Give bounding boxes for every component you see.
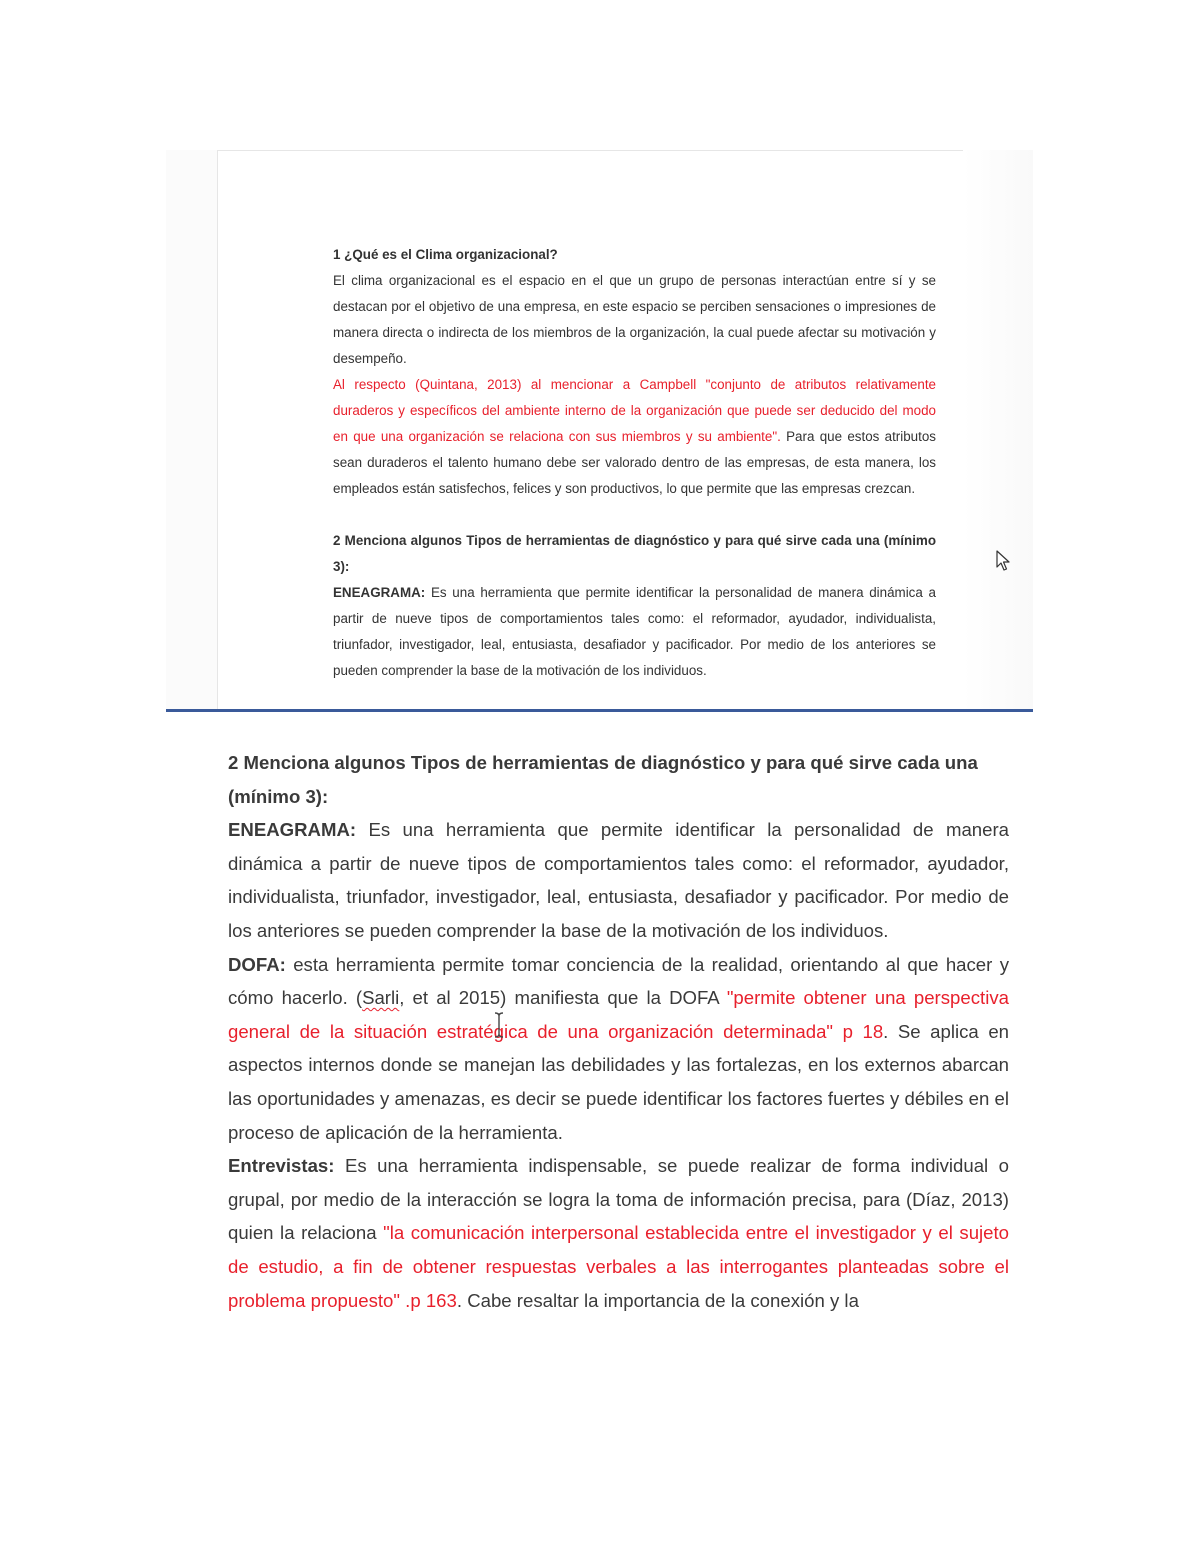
eneagrama-text: Es una herramienta que permite identificar la personalidad de manera dinámica a partir de nueve tipos de comportamientos tales como: el reformador, ayudador, individualista, triunfador, investigador, leal, entusiasta, desafiador y pacificador. Por medio de los anteriores se pueden comprender la base de la motivación de los individuos. (333, 585, 936, 678)
spellcheck-word[interactable]: Sarli (362, 987, 400, 1009)
campbell-quote: Al respecto (Quintana, 2013) al mencionar a Campbell "conjunto de atributos relativamente duraderos y específicos del ambiente interno de la organización que puede ser deducido del modo en que una organización se relaciona con sus miembros y su ambiente". (333, 377, 936, 444)
entrevistas-after-quote: . Cabe resaltar la importancia de la conexión y la (456, 1289, 859, 1311)
entrevistas-label: Entrevistas: (228, 1155, 335, 1177)
eneagrama-label: ENEAGRAMA: (333, 585, 426, 600)
paragraph-gap (333, 502, 936, 528)
top-document-view (166, 150, 1033, 710)
entrevistas-quote: "la comunicación interpersonal establecida entre el investigador y el sujeto de estudio, a fin de obtener respuestas verbales a las interrogantes planteadas sobre el problema propuesto" .p 163 (228, 1222, 1010, 1311)
question-1-paragraph: El clima organizacional es el espacio en el que un grupo de personas interactúan entre sí y se destacan por el objetivo de una empresa, en este espacio se perciben sensaciones o impresiones de manera directa o indirecta de los miembros de la organización, la cual puede afectar su motivación y desempeño. (333, 273, 936, 366)
entrevistas-paragraph (228, 1149, 1009, 1317)
panel-separator (166, 709, 1033, 712)
page-top-edge (217, 150, 1033, 151)
dofa-quote: "permite obtener una perspectiva general de la situación estratégica de una organización determinada" p 18 (228, 987, 1009, 1042)
eneagrama-label-zoomed: ENEAGRAMA: (228, 819, 357, 841)
eneagrama-paragraph-zoomed (228, 813, 1009, 947)
dofa-citation-text: , et al 2015) manifiesta que la DOFA (399, 987, 727, 1009)
dofa-paragraph (228, 948, 1009, 1150)
question-2-title: 2 Menciona algunos Tipos de herramientas de diagnóstico y para qué sirve cada una (mínimo 3): (333, 533, 936, 574)
eneagrama-paragraph (333, 580, 936, 684)
dofa-text: esta herramienta permite tomar conciencia de la realidad, orientando al que hacer y cómo hacerlo. ( (228, 953, 1009, 1009)
dofa-label: DOFA: (228, 953, 286, 975)
top-document-body (333, 242, 936, 684)
right-margin-shade (963, 150, 1033, 710)
question-2-title-zoomed: 2 Menciona algunos Tipos de herramientas de diagnóstico y para qué sirve cada una (mínimo 3): (228, 752, 978, 807)
dofa-after-quote: . Se aplica en aspectos internos donde se manejan las debilidades y las fortalezas, en los externos abarcan las oportunidades y amenazas, es decir se puede identificar los factores fuertes y débiles en el proceso de aplicación de la herramienta. (228, 1020, 1009, 1143)
zoomed-document-body (228, 746, 1009, 1317)
question-1-quote-paragraph (333, 372, 936, 502)
entrevistas-text: Es una herramienta indispensable, se puede realizar de forma individual o grupal, por medio de la interacción se logra la toma de información precisa, para (Díaz, 2013) quien la relaciona (228, 1155, 1009, 1244)
question-1-after-quote: Para que estos atributos sean duraderos el talento humano debe ser valorado dentro de las empresas, de esta manera, los empleados están satisfechos, felices y son productivos, lo que permite que las empresas crezcan. (333, 429, 936, 496)
arrow-cursor-icon (996, 550, 1012, 572)
left-gutter (166, 150, 218, 710)
question-1-title: 1 ¿Qué es el Clima organizacional? (333, 247, 558, 262)
ibeam-cursor-icon (493, 1012, 505, 1038)
eneagrama-text-zoomed: Es una herramienta que permite identificar la personalidad de manera dinámica a partir de nueve tipos de comportamientos tales como: el reformador, ayudador, individualista, triunfador, investigador, leal, entusiasta, desafiador y pacificador. Por medio de los anteriores se pueden comprender la base de la motivación de los individuos. (228, 819, 1009, 941)
